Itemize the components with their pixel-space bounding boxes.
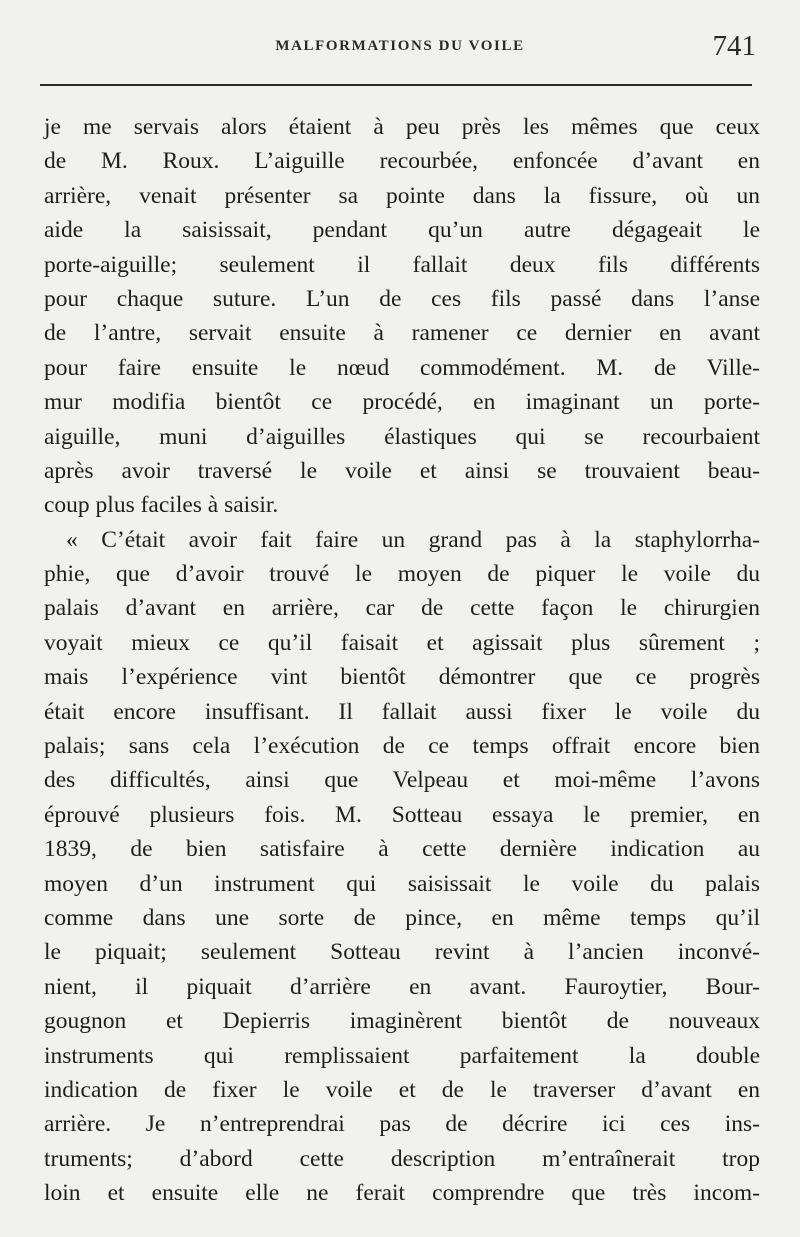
text-line: mur modifia bientôt ce procédé, en imaginant un porte- <box>44 389 760 416</box>
text-line: indication de fixer le voile et de le traverser d’avant en <box>44 1076 760 1103</box>
text-line: palais d’avant en arrière, car de cette façon le chirurgien <box>44 595 760 622</box>
text-line: truments; d’abord cette description m’entraînerait trop <box>44 1145 760 1172</box>
text-line: palais; sans cela l’exécution de ce temps offrait encore bien <box>44 733 760 760</box>
text-line: 1839, de bien satisfaire à cette dernière indication au <box>44 836 760 863</box>
paragraph-last-line: coup plus faciles à saisir. <box>44 492 279 519</box>
text-line: gougnon et Depierris imaginèrent bientôt de nouveaux <box>44 1008 760 1035</box>
text-line: de l’antre, servait ensuite à ramener ce dernier en avant <box>44 320 760 347</box>
text-line: aiguille, muni d’aiguilles élastiques qui se recourbaient <box>44 423 760 450</box>
page-number: 741 <box>712 30 756 62</box>
text-line: arrière. Je n’entreprendrai pas de décrire ici ces ins- <box>44 1111 760 1138</box>
text-line: arrière, venait présenter sa pointe dans la fissure, où un <box>44 182 760 209</box>
text-line: le piquait; seulement Sotteau revint à l’ancien inconvé- <box>44 939 760 966</box>
running-title: MALFORMATIONS DU VOILE <box>275 38 525 54</box>
text-line: instruments qui remplissaient parfaitement la double <box>44 1042 760 1069</box>
text-line: aide la saisissait, pendant qu’un autre dégageait le <box>44 217 760 244</box>
text-line: je me servais alors étaient à peu près les mêmes que ceux <box>44 114 760 140</box>
text-line: de M. Roux. L’aiguille recourbée, enfoncée d’avant en <box>44 148 760 175</box>
text-line: mais l’expérience vint bientôt démontrer que ce progrès <box>44 664 760 691</box>
running-head <box>40 30 760 70</box>
text-line: comme dans une sorte de pince, en même temps qu’il <box>44 904 760 931</box>
text-line: porte-aiguille; seulement il fallait deux fils différents <box>44 251 760 278</box>
text-line: loin et ensuite elle ne ferait comprendre que très incom- <box>44 1180 760 1207</box>
text-line: phie, que d’avoir trouvé le moyen de piquer le voile du <box>44 561 760 588</box>
text-line: des difficultés, ainsi que Velpeau et moi-même l’avons <box>44 767 760 794</box>
text-line: était encore insuffisant. Il fallait aussi fixer le voile du <box>44 698 760 725</box>
text-line: pour faire ensuite le nœud commodément. M. de Ville- <box>44 354 760 381</box>
text-line: moyen d’un instrument qui saisissait le voile du palais <box>44 870 760 897</box>
text-line: nient, il piquait d’arrière en avant. Fauroytier, Bour- <box>44 973 760 1000</box>
text-line: éprouvé plusieurs fois. M. Sotteau essaya le premier, en <box>44 801 760 828</box>
text-line: voyait mieux ce qu’il faisait et agissait plus sûrement ; <box>44 629 760 656</box>
body-text <box>44 110 760 1211</box>
header-rule <box>40 84 752 86</box>
paragraph-first-line: « C’était avoir fait faire un grand pas à la staphylorrha- <box>66 526 760 553</box>
text-line: pour chaque suture. L’un de ces fils passé dans l’anse <box>44 285 760 312</box>
text-line: après avoir traversé le voile et ainsi se trouvaient beau- <box>44 457 760 484</box>
